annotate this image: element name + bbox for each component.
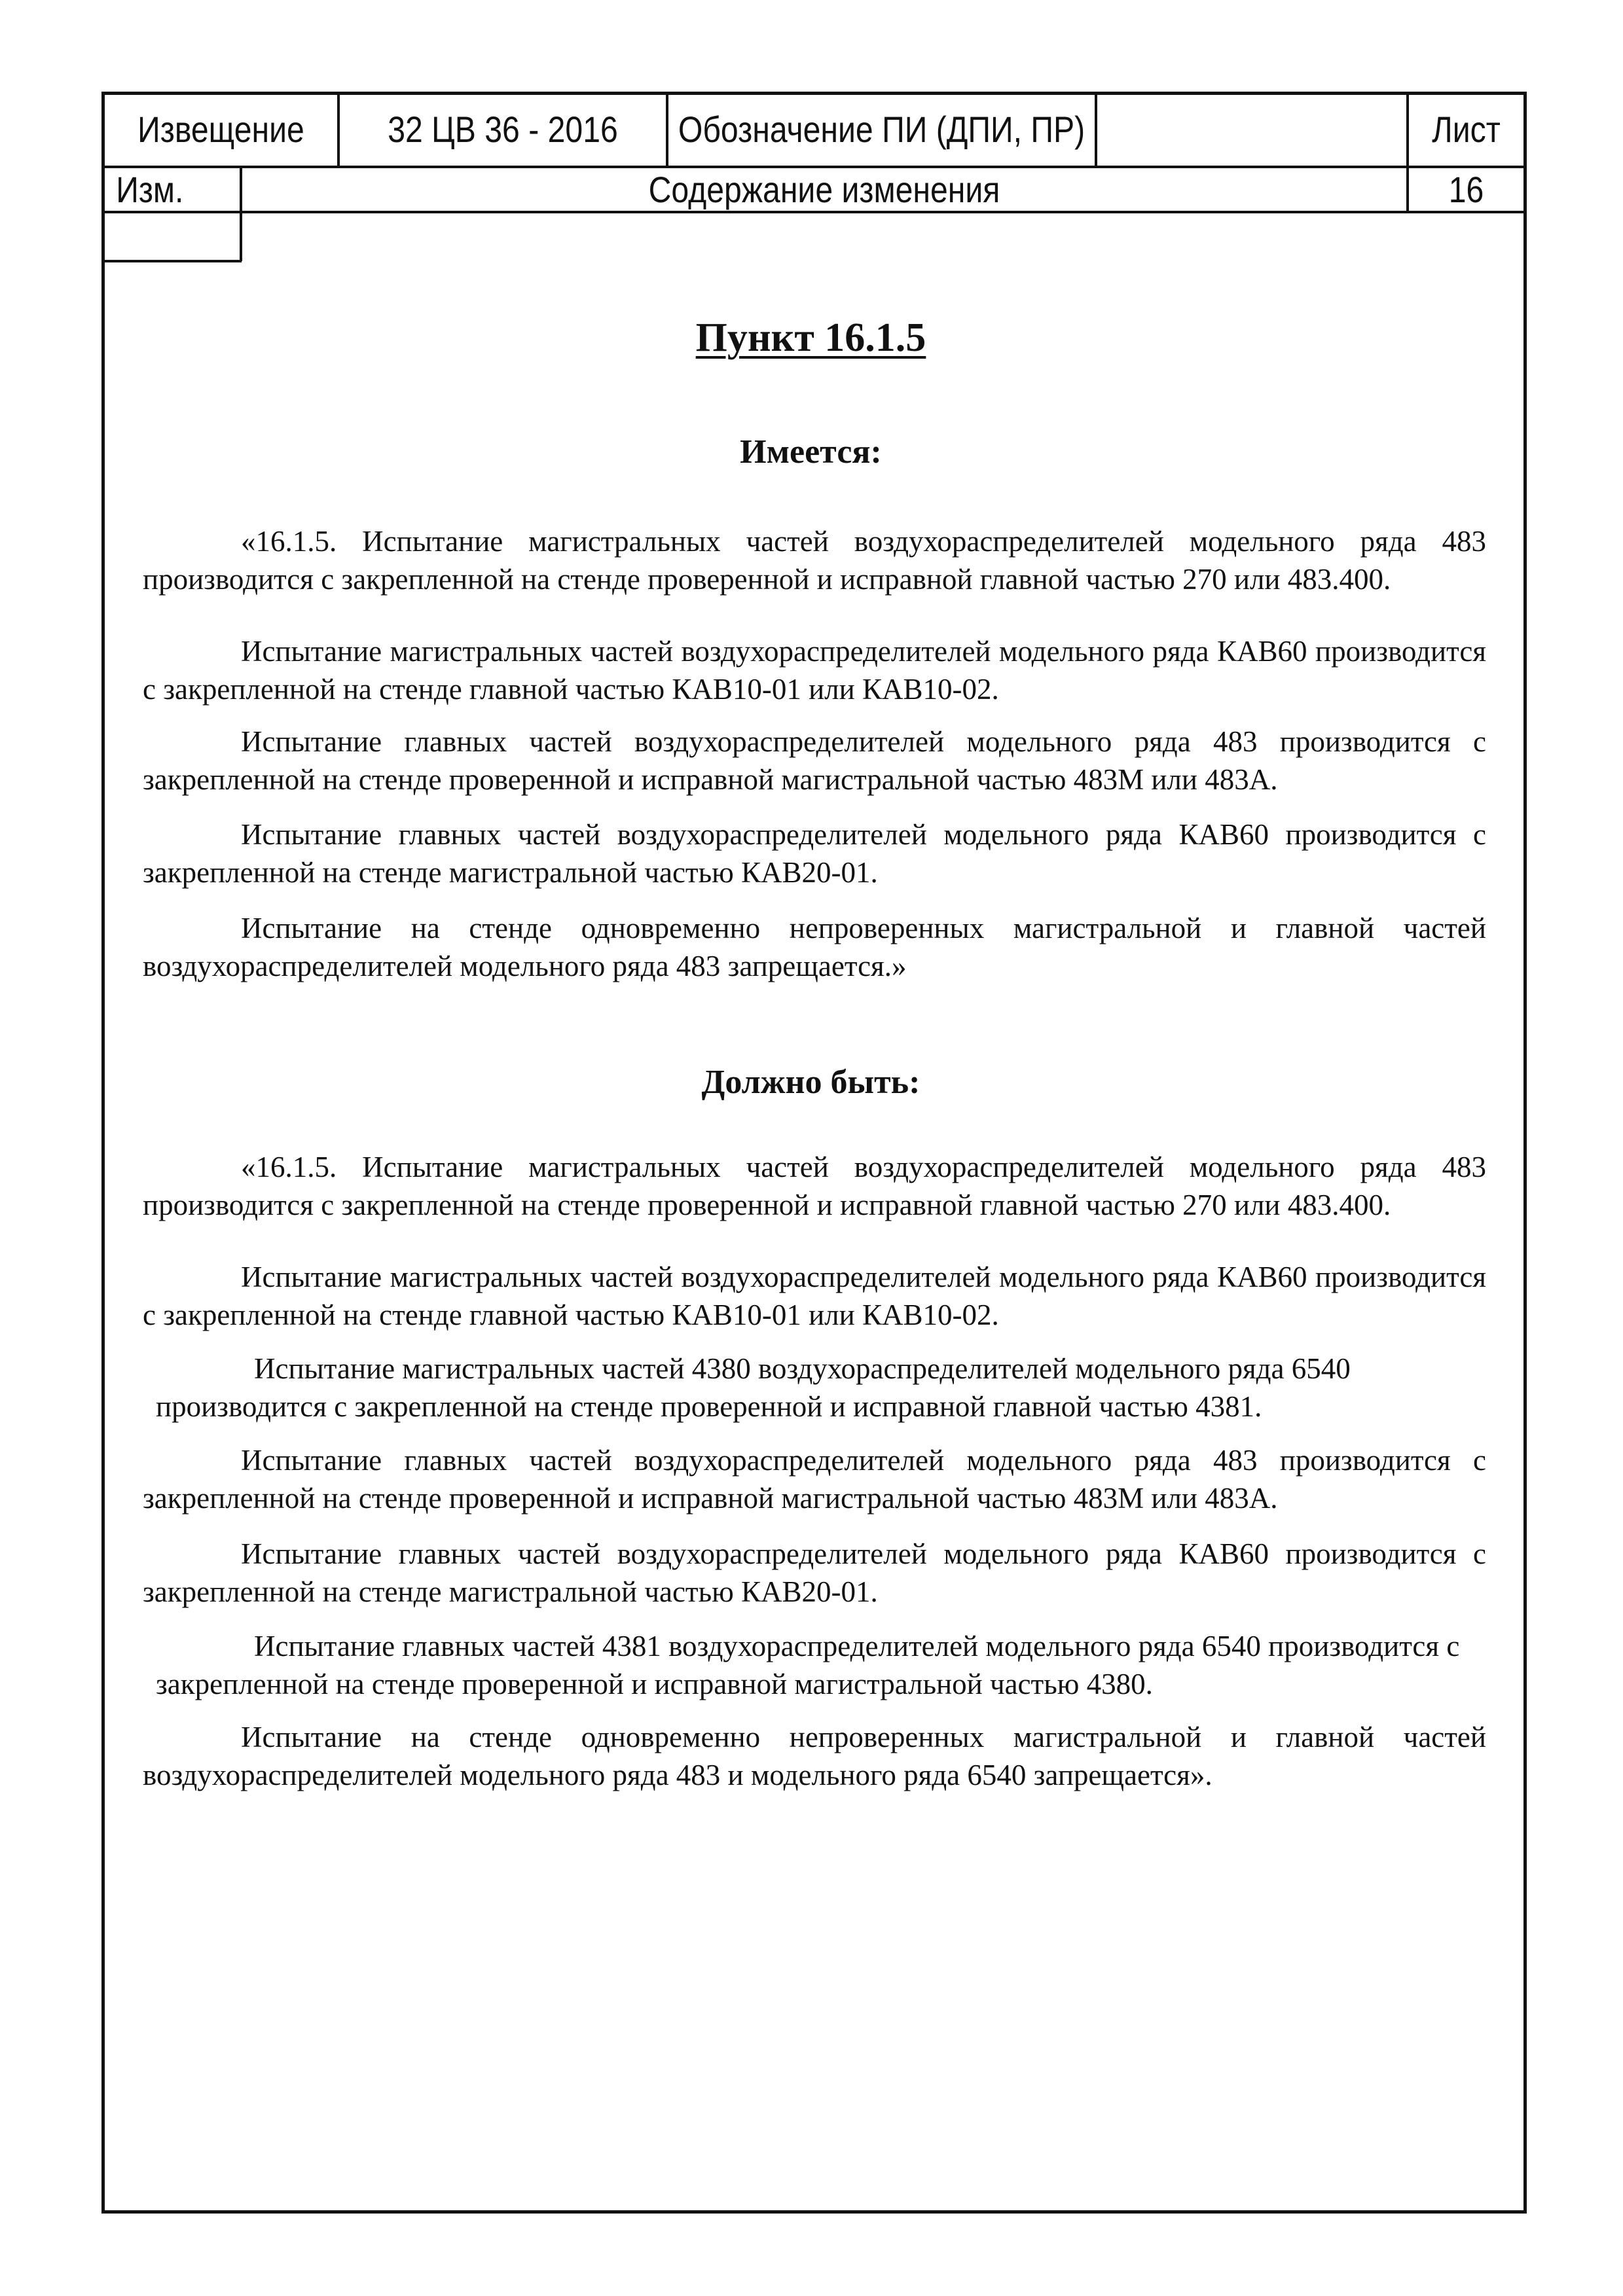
designation-label: Обозначение ПИ (ДПИ, ПР)	[678, 108, 1085, 150]
existing-heading: Имеется:	[740, 433, 882, 471]
header-col-divider-4	[1406, 92, 1409, 212]
existing-paragraph-3: Испытание главных частей воздухораспределителей модельного ряда 483 производится с закрепленной на стенде проверенной и исправной магистральной частью 483М или 483А.	[143, 725, 1486, 796]
existing-paragraph-2: Испытание магистральных частей воздухораспределителей модельного ряда КАВ60 производится с закрепленной на стенде главной частью КАВ10-01 или КАВ10-02.	[143, 635, 1486, 706]
new-heading: Должно быть:	[701, 1064, 921, 1101]
change-box-bottom	[101, 260, 242, 262]
header-row2-divider	[101, 211, 1527, 213]
sheet-number: 16	[1448, 168, 1484, 210]
new-paragraph-7: Испытание на стенде одновременно непроверенных магистральной и главной частей воздухораспределителей модельного ряда 483 и модельного ряда 6540 запрещается».	[143, 1721, 1486, 1791]
new-paragraph-5: Испытание главных частей воздухораспределителей модельного ряда КАВ60 производится с закрепленной на стенде магистральной частью КАВ20-01.	[143, 1537, 1486, 1608]
notice-number: 32 ЦВ 36 - 2016	[388, 108, 618, 150]
content-label: Содержание изменения	[648, 168, 1000, 210]
header-col-divider-3	[1095, 92, 1097, 167]
sheet-label: Лист	[1432, 108, 1501, 150]
change-label: Изм.	[116, 168, 184, 210]
existing-paragraph-5: Испытание на стенде одновременно непроверенных магистральной и главной частей воздухораспределителей модельного ряда 483 запрещается.»	[143, 912, 1486, 982]
new-paragraph-4: Испытание главных частей воздухораспределителей модельного ряда 483 производится с закрепленной на стенде проверенной и исправной магистральной частью 483М или 483А.	[143, 1444, 1486, 1515]
change-col-divider	[240, 166, 242, 261]
header-col-divider-2	[666, 92, 668, 167]
notice-label: Извещение	[137, 108, 304, 150]
new-paragraph-1: «16.1.5. Испытание магистральных частей воздухораспределителей модельного ряда 483 производится с закрепленной на стенде проверенной и исправной главной частью 270 или 483.400.	[143, 1151, 1486, 1221]
section-title: Пункт 16.1.5	[695, 315, 926, 360]
existing-paragraph-4: Испытание главных частей воздухораспределителей модельного ряда КАВ60 производится с закрепленной на стенде магистральной частью КАВ20-01.	[143, 818, 1486, 889]
new-paragraph-6: Испытание главных частей 4381 воздухораспределителей модельного ряда 6540 производится с закрепленной на стенде проверенной и исправной магистральной частью 4380.	[156, 1630, 1460, 1700]
existing-paragraph-1: «16.1.5. Испытание магистральных частей воздухораспределителей модельного ряда 483 производится с закрепленной на стенде проверенной и исправной главной частью 270 или 483.400.	[143, 525, 1486, 596]
designation-value	[1119, 92, 1385, 167]
new-paragraph-3: Испытание магистральных частей 4380 воздухораспределителей модельного ряда 6540 производится с закрепленной на стенде проверенной и исправной главной частью 4381.	[156, 1352, 1351, 1423]
header-col-divider-1	[337, 92, 340, 167]
new-paragraph-2: Испытание магистральных частей воздухораспределителей модельного ряда КАВ60 производится с закрепленной на стенде главной частью КАВ10-01 или КАВ10-02.	[143, 1261, 1486, 1331]
